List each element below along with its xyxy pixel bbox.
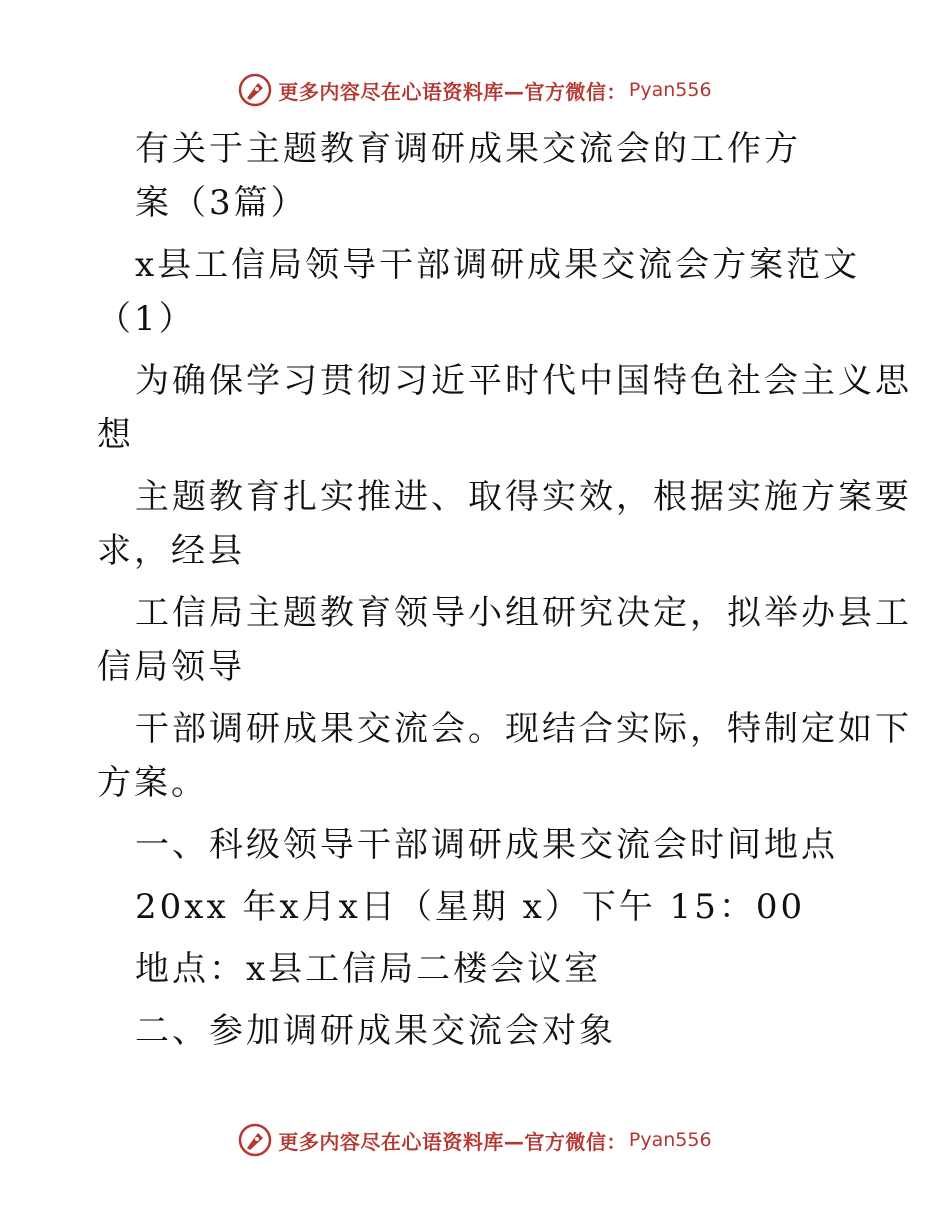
pen-nib-logo-icon [238,73,272,107]
meeting-location: 地点：x县工信局二楼会议室 [135,949,602,989]
doc-subtitle-line-1: x县工信局领导干部调研成果交流会方案范文 [135,245,861,285]
paragraph-line: 方案。 [97,763,208,803]
watermark-header [0,70,950,110]
watermark-wechat-id: Pyan556 [628,1129,712,1151]
section-heading: 一、科级领导干部调研成果交流会时间地点 [135,825,838,865]
watermark-wechat-id: Pyan556 [628,79,712,101]
paragraph-line: 求，经县 [97,531,245,571]
paragraph-line: 主题教育扎实推进、取得实效，根据实施方案要 [135,477,912,517]
paragraph-line: 为确保学习贯彻习近平时代中国特色社会主义思 [135,361,912,401]
doc-subtitle-line-2: （1） [97,299,196,339]
paragraph-line: 信局领导 [97,647,245,687]
watermark-footer [0,1120,950,1160]
doc-title-line-1: 有关于主题教育调研成果交流会的工作方 [135,129,801,169]
paragraph-line: 工信局主题教育领导小组研究决定，拟举办县工 [135,593,912,633]
watermark-text: 更多内容尽在心语资料库—官方微信： [278,1129,627,1154]
watermark-text: 更多内容尽在心语资料库—官方微信： [278,79,627,104]
doc-title-line-2: 案（3篇） [135,183,308,223]
pen-nib-logo-icon [238,1123,272,1157]
section-heading: 二、参加调研成果交流会对象 [135,1011,616,1051]
paragraph-line: 想 [97,415,134,455]
document-body [97,122,912,1058]
paragraph-line: 干部调研成果交流会。现结合实际，特制定如下 [135,709,912,749]
meeting-time: 20xx 年x月x日（星期 x）下午 15：00 [135,887,806,927]
